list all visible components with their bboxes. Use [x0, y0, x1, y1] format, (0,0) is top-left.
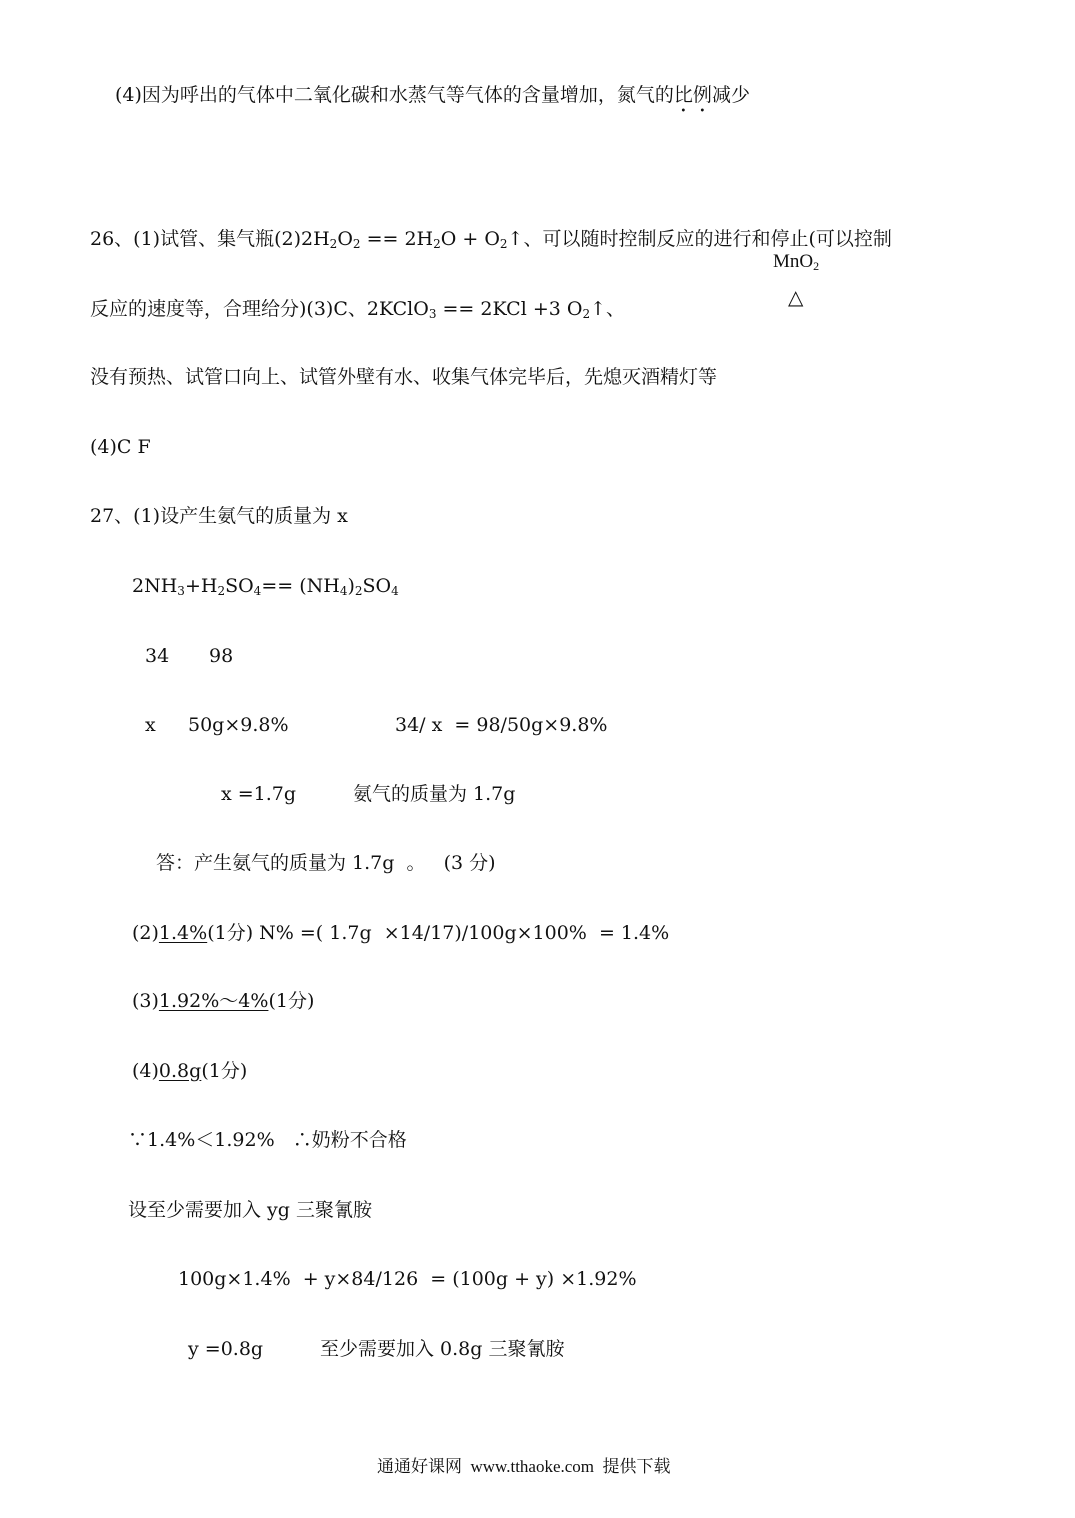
subscript: 2	[499, 237, 508, 251]
text-run: ↑、可以随时控制反应的进行和停止(可以控制	[507, 228, 892, 250]
underlined-answer: 1.4%	[158, 922, 208, 944]
underlined-answer: 0.8g	[158, 1060, 202, 1082]
q25-part4-line	[115, 84, 750, 117]
text-run: )	[347, 575, 355, 597]
x-result-text: 氨气的质量为 1.7g	[353, 783, 516, 805]
text-run: 2NH	[132, 575, 178, 597]
subscript: 2	[582, 307, 591, 321]
subscript: 2	[433, 237, 441, 251]
text-run: (1分)	[268, 990, 315, 1012]
emphasis-text: 比例	[673, 84, 712, 106]
q27-part3	[132, 992, 314, 1011]
text-run: == (NH	[261, 575, 340, 597]
answer-line: 答：产生氨气的质量为 1.7g 。 (3 分)	[156, 852, 496, 874]
text-run: (2)	[132, 922, 159, 944]
text-run: 26、(1)试管、集气瓶(2)2H	[90, 228, 330, 250]
molar-mass-nh3: 34	[145, 645, 170, 667]
text-run: O + O	[440, 228, 500, 250]
set-y-line: 设至少需要加入 yg 三聚氰胺	[128, 1199, 372, 1221]
subscript: 2	[354, 584, 363, 598]
text-run: == 2KCl +3 O	[436, 298, 583, 320]
unknown-x: x	[145, 714, 156, 736]
text-run: +H	[184, 575, 218, 597]
text-run: (1分)	[201, 1060, 248, 1082]
text-run: (4)	[132, 1060, 159, 1082]
subscript: 2	[352, 237, 361, 251]
chem-equation	[132, 577, 399, 597]
subscript: 2	[217, 584, 226, 598]
subscript: 3	[177, 584, 185, 598]
ratio-equation: 34/ x = 98/50g×9.8%	[395, 714, 608, 736]
text-run: == 2H	[360, 228, 434, 250]
q26-line-2	[90, 300, 625, 320]
q26-part4: (4)C F	[90, 436, 151, 458]
y-equation: 100g×1.4% + y×84/126 = (100g + y) ×1.92%	[178, 1268, 637, 1290]
text-run: (4)因为呼出的气体中二氧化碳和水蒸气等气体的含量增加，氮气的	[115, 84, 674, 106]
acid-mass: 50g×9.8%	[188, 714, 289, 736]
subscript: 4	[339, 584, 348, 598]
heat-symbol: △	[788, 285, 804, 309]
q27-part2	[132, 924, 669, 943]
underlined-answer: 1.92%～4%	[158, 990, 269, 1012]
y-result: y =0.8g	[188, 1338, 264, 1360]
text-run: MnO	[773, 251, 814, 272]
q27-part4	[132, 1062, 247, 1081]
subscript: 3	[428, 307, 437, 321]
text-run: O	[337, 228, 353, 250]
subscript: 4	[391, 584, 399, 598]
q27-part1-heading: 27、(1)设产生氨气的质量为 x	[90, 505, 348, 527]
text-run: (3)	[132, 990, 159, 1012]
conclusion-line: ∵1.4%＜1.92% ∴奶粉不合格	[128, 1129, 407, 1151]
molar-mass-h2so4: 98	[209, 645, 234, 667]
text-run: 反应的速度等，合理给分)(3)C、2KClO	[90, 298, 429, 320]
q26-line-1	[90, 230, 892, 250]
subscript: 4	[253, 584, 262, 598]
text-run: ↑、	[590, 298, 626, 320]
x-result: x =1.7g	[221, 783, 297, 805]
text-run: 减少	[711, 84, 750, 106]
text-run: SO	[362, 575, 392, 597]
q26-line-3: 没有预热、试管口向上、试管外壁有水、收集气体完毕后，先熄灭酒精灯等	[90, 366, 718, 388]
text-run: (1分) N% =( 1.7g ×14/17)/100g×100% = 1.4%	[207, 922, 670, 944]
footer-credit: 通通好课网 www.tthaoke.com 提供下载	[377, 1457, 671, 1476]
subscript: 2	[329, 237, 338, 251]
text-run: SO	[225, 575, 254, 597]
subscript: 2	[813, 259, 820, 273]
y-result-text: 至少需要加入 0.8g 三聚氰胺	[320, 1338, 565, 1360]
catalyst-label	[773, 252, 819, 272]
